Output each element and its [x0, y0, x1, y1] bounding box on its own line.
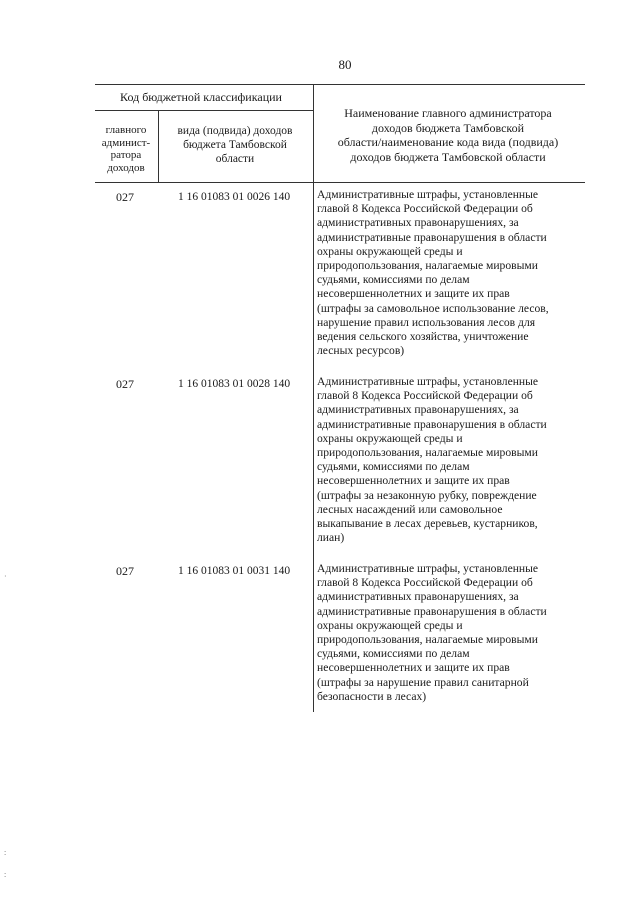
scan-artifact-mark: : — [4, 848, 7, 857]
header-group-label: Код бюджетной классификации — [120, 90, 282, 104]
header-income-code: вида (подвида) доходов бюджета Тамбовской области — [177, 125, 293, 165]
row-3-income-code: 1 16 01083 01 0031 140 — [177, 565, 291, 577]
page-number: 80 — [338, 57, 352, 72]
row-3-admin-code: 027 — [116, 564, 134, 578]
column-divider-1 — [158, 110, 159, 182]
column-divider-2 — [313, 84, 314, 712]
header-name: Наименование главного администратора доходов бюджета Тамбовской области/наименование кода вида (подвида) доходов бюджета Тамбовской области — [337, 106, 559, 164]
header-group-divider — [95, 110, 313, 111]
row-1-admin-code: 027 — [116, 190, 134, 204]
table-top-border — [95, 84, 585, 85]
row-3-name: Административные штрафы, установленные главой 8 Кодекса Российской Федерации об административных правонарушениях, за административные правонарушения в области охраны окружающей среды и природопользования, налагаемые мировыми судьями, комиссиями по делам несовершеннолетних и защите их прав (штрафы за нарушение правил санитарной безопасности в лесах) — [317, 562, 547, 703]
row-2-admin-code: 027 — [116, 377, 134, 391]
row-1-name: Административные штрафы, установленные главой 8 Кодекса Российской Федерации об административных правонарушениях, за административные правонарушения в области охраны окружающей среды и природопользования, налагаемые мировыми судьями, комиссиями по делам несовершеннолетних и защите их прав (штрафы за самовольное использование лесов, нарушение правил использования лесов для ведения сельского хозяйства, уничтожение лесных ресурсов) — [317, 188, 549, 358]
scan-artifact-mark: : — [4, 870, 7, 879]
header-admin-code: главного админист- ратора доходов — [101, 124, 151, 174]
row-1-income-code: 1 16 01083 01 0026 140 — [177, 191, 291, 203]
row-2-income-code: 1 16 01083 01 0028 140 — [177, 378, 291, 390]
scan-artifact-mark: · — [4, 572, 7, 581]
row-2-name: Административные штрафы, установленные главой 8 Кодекса Российской Федерации об административных правонарушениях, за административные правонарушения в области охраны окружающей среды и природопользования, налагаемые мировыми судьями, комиссиями по делам несовершеннолетних и защите их прав (штрафы за незаконную рубку, повреждение лесных насаждений или самовольное выкапывание в лесах деревьев, кустарников, лиан) — [317, 375, 547, 545]
budget-classification-table — [95, 84, 585, 712]
header-bottom-border — [95, 182, 585, 183]
